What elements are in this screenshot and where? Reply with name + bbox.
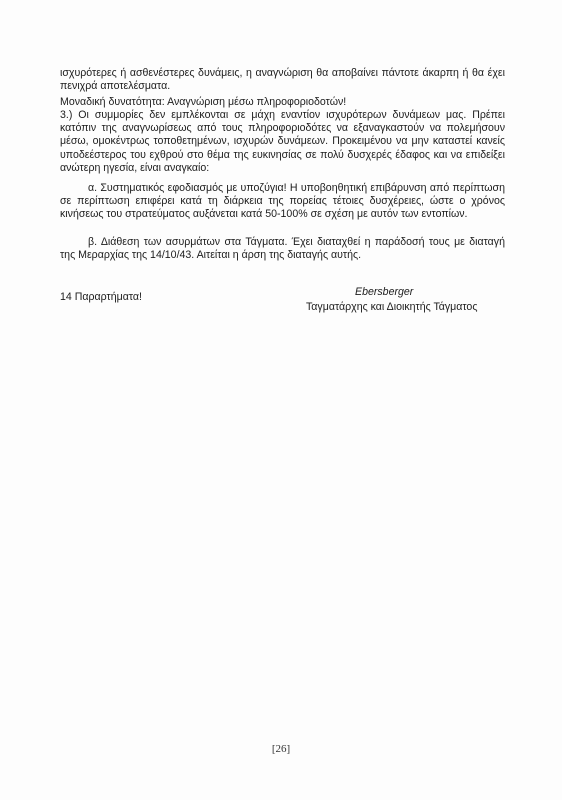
paragraph-item-a: α. Συστηματικός εφοδιασμός με υποζύγια! Η υποβοηθητική επιβάρυνση από περίπτωση σε περίπτωση επιφέρει κατά τη διάρκεια της πορείας τέτοιες δυσχέρειες, ώστε ο χρόνος κινήσεως του στρατεύματος αυξάνεται κατά 50-100% σε σχέση με αυτόν των εντοπίων. bbox=[60, 182, 505, 221]
paragraph-item-b: β. Διάθεση των ασυρμάτων στα Τάγματα. Έχει διαταχθεί η παράδοσή τους με διαταγή της Μεραρχίας της 14/10/43. Αιτείται η άρση της διαταγής αυτής. bbox=[60, 236, 505, 262]
paragraph-continuation: ισχυρότερες ή ασθενέστερες δυνάμεις, η αναγνώριση θα αποβαίνει πάντοτε άκαρπη ή θα έχει πενιχρά αποτελέσματα. bbox=[60, 67, 505, 93]
signature-name: Ebersberger bbox=[355, 286, 414, 298]
paragraph-point-3: 3.) Οι συμμορίες δεν εμπλέκονται σε μάχη εναντίον ισχυρότερων δυνάμεων μας. Πρέπει κατόπιν της αναγνωρίσεως από τους πληροφοριοδότες να εξαναγκαστούν να πολεμήσουν μέσω, ομοκέντρως τοποθετημένων, ισχυρών δυνάμεων. Προκειμένου να μην καταστεί κανείς υποδεέστερος του εχθρού στο θέμα της ευκινησίας σε πολύ δυσχερές έδαφος και να επιδείξει ανώτερη ηγεσία, είναι αναγκαίο: bbox=[60, 109, 505, 174]
paragraph-only-option: Μοναδική δυνατότητα: Αναγνώριση μέσω πληροφοριοδοτών! bbox=[60, 96, 347, 108]
page-number: [26] bbox=[271, 743, 291, 755]
signature-title: Ταγματάρχης και Διοικητής Τάγματος bbox=[306, 301, 478, 313]
attachments-note: 14 Παραρτήματα! bbox=[60, 291, 142, 303]
